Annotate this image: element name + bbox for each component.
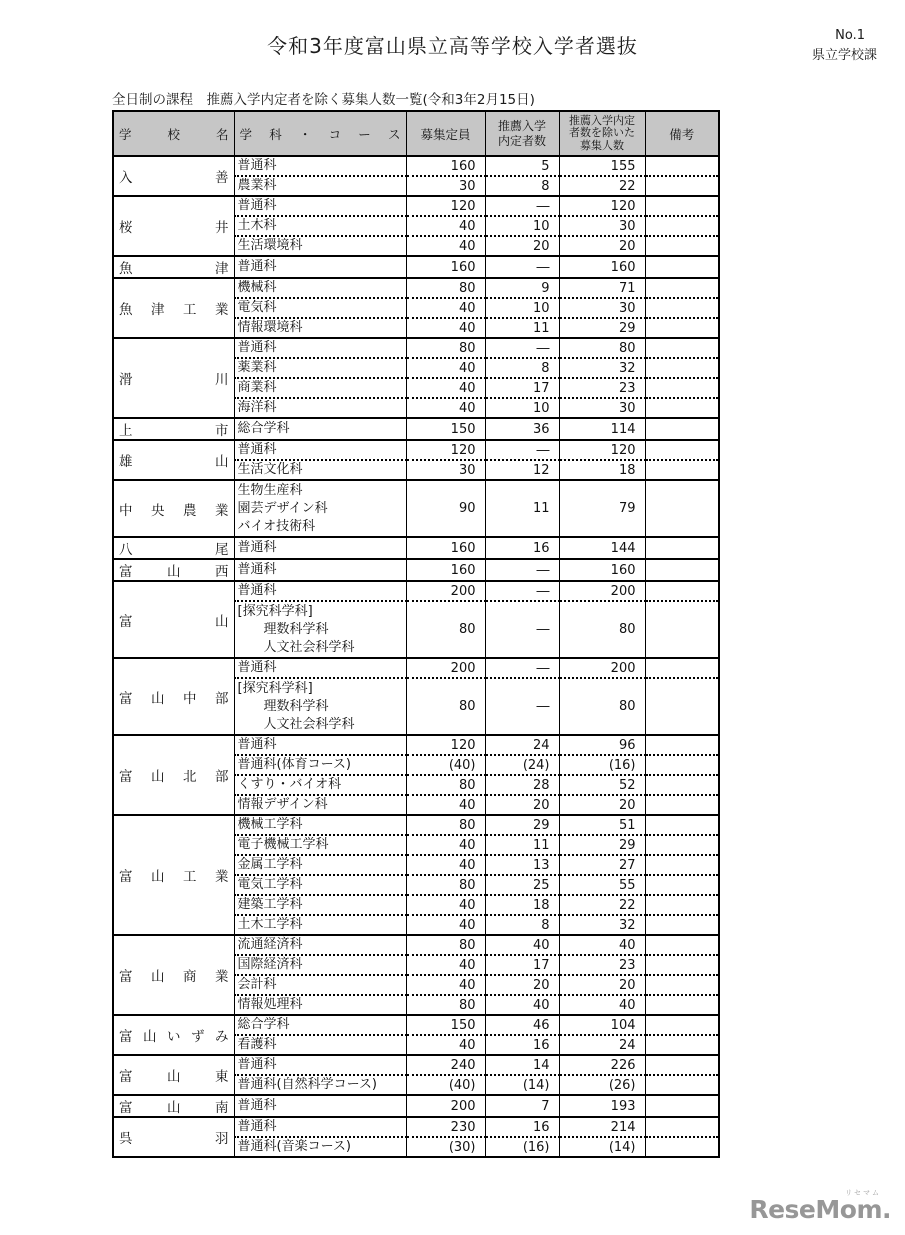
table-row: [113, 1095, 719, 1117]
recommended-cell: 16: [485, 1117, 559, 1137]
recommended-cell: ―: [485, 658, 559, 678]
remaining-cell: 32: [559, 358, 645, 378]
school-name: 魚 津: [119, 261, 229, 277]
remark-cell: [645, 795, 719, 815]
remark-cell: [645, 815, 719, 835]
remaining-cell: 160: [559, 559, 645, 581]
school-name: 上 市: [119, 423, 229, 439]
remaining-cell: 29: [559, 318, 645, 338]
capacity-cell: 40: [406, 358, 485, 378]
remark-cell: [645, 835, 719, 855]
course-cell: 会計科: [234, 975, 406, 995]
course-cell: 情報環境科: [234, 318, 406, 338]
table-row: [113, 658, 719, 678]
recommended-cell: (24): [485, 755, 559, 775]
course-cell: 普通科(体育コース): [234, 755, 406, 775]
remaining-cell: 40: [559, 995, 645, 1015]
capacity-cell: 80: [406, 815, 485, 835]
table-row: [113, 156, 719, 176]
remark-cell: [645, 915, 719, 935]
course-cell: 普通科: [234, 338, 406, 358]
remark-cell: [645, 480, 719, 537]
remark-cell: [645, 398, 719, 418]
table-body: [113, 156, 719, 1157]
capacity-cell: 160: [406, 559, 485, 581]
col-header-remaining-label: 推薦入学内定 者数を除いた 募集人数: [569, 113, 635, 152]
course-cell: [探究科学科] 理数科学科 人文社会科学科: [234, 678, 406, 735]
course-cell: 金属工学科: [234, 855, 406, 875]
course-cell: 普通科: [234, 658, 406, 678]
school-name-cell: [113, 581, 234, 658]
school-name: 富 山 商 業: [119, 969, 229, 985]
col-header-school: [113, 111, 234, 156]
recommended-cell: 10: [485, 398, 559, 418]
table-row: [113, 559, 719, 581]
capacity-cell: 120: [406, 196, 485, 216]
remark-cell: [645, 256, 719, 278]
capacity-cell: 40: [406, 1035, 485, 1055]
remaining-cell: 114: [559, 418, 645, 440]
course-cell: 総合学科: [234, 1015, 406, 1035]
remark-cell: [645, 176, 719, 196]
course-cell: 普通科: [234, 440, 406, 460]
col-header-remark: 備考: [645, 111, 719, 156]
table-row: [113, 815, 719, 835]
remark-cell: [645, 601, 719, 658]
capacity-cell: 40: [406, 975, 485, 995]
remaining-cell: 155: [559, 156, 645, 176]
remaining-cell: 214: [559, 1117, 645, 1137]
capacity-cell: 120: [406, 440, 485, 460]
remaining-cell: 40: [559, 935, 645, 955]
school-name: 入 善: [119, 170, 229, 186]
school-name-cell: [113, 480, 234, 537]
recommended-cell: 9: [485, 278, 559, 298]
course-cell: 流通経済科: [234, 935, 406, 955]
table-row: [113, 537, 719, 559]
remaining-cell: 200: [559, 658, 645, 678]
table-row: [113, 1015, 719, 1035]
school-name-cell: [113, 1015, 234, 1055]
capacity-cell: (40): [406, 755, 485, 775]
capacity-cell: 30: [406, 460, 485, 480]
remaining-cell: 96: [559, 735, 645, 755]
school-name: 富 山 中 部: [119, 690, 229, 707]
course-cell: 普通科(自然科学コース): [234, 1075, 406, 1095]
recommended-cell: 5: [485, 156, 559, 176]
remark-cell: [645, 1015, 719, 1035]
remark-cell: [645, 735, 719, 755]
table-row: [113, 196, 719, 216]
col-header-remaining: [559, 111, 645, 156]
col-header-course: [234, 111, 406, 156]
school-name-cell: [113, 196, 234, 256]
remaining-cell: 30: [559, 216, 645, 236]
recommended-cell: ―: [485, 581, 559, 601]
page-title: 令和3年度富山県立高等学校入学者選抜: [267, 34, 638, 58]
course-cell: 普通科: [234, 1055, 406, 1075]
col-header-recommended-label: 推薦入学 内定者数: [497, 118, 546, 148]
remark-cell: [645, 298, 719, 318]
remark-cell: [645, 678, 719, 735]
capacity-cell: 40: [406, 216, 485, 236]
remark-cell: [645, 216, 719, 236]
recommended-cell: 16: [485, 1035, 559, 1055]
remaining-cell: 80: [559, 338, 645, 358]
course-cell: 電気科: [234, 298, 406, 318]
table-row: [113, 1117, 719, 1137]
course-cell: 普通科: [234, 559, 406, 581]
remark-cell: [645, 895, 719, 915]
course-cell: 普通科: [234, 735, 406, 755]
remaining-cell: 120: [559, 196, 645, 216]
recommended-cell: 10: [485, 216, 559, 236]
school-name-cell: [113, 559, 234, 581]
recommended-cell: 11: [485, 835, 559, 855]
remaining-cell: 18: [559, 460, 645, 480]
recommended-cell: 20: [485, 236, 559, 256]
capacity-cell: 80: [406, 775, 485, 795]
capacity-cell: 200: [406, 1095, 485, 1117]
table-row: [113, 278, 719, 298]
course-cell: くすり・バイオ科: [234, 775, 406, 795]
capacity-cell: 80: [406, 935, 485, 955]
remaining-cell: 226: [559, 1055, 645, 1075]
recommended-cell: 17: [485, 955, 559, 975]
remark-cell: [645, 278, 719, 298]
remaining-cell: 79: [559, 480, 645, 537]
remark-cell: [645, 440, 719, 460]
course-cell: 普通科: [234, 1095, 406, 1117]
course-cell: 普通科: [234, 256, 406, 278]
recommended-cell: 13: [485, 855, 559, 875]
capacity-cell: 80: [406, 995, 485, 1015]
department-name: 県立学校課: [811, 47, 877, 63]
table-row: [113, 256, 719, 278]
course-cell: 普通科: [234, 1117, 406, 1137]
recommended-cell: 40: [485, 995, 559, 1015]
remaining-cell: 80: [559, 678, 645, 735]
remark-cell: [645, 418, 719, 440]
remaining-cell: 200: [559, 581, 645, 601]
remaining-cell: 29: [559, 835, 645, 855]
course-cell: 情報デザイン科: [234, 795, 406, 815]
school-name: 八 尾: [119, 542, 229, 558]
remaining-cell: 104: [559, 1015, 645, 1035]
recommended-cell: ―: [485, 601, 559, 658]
capacity-cell: 80: [406, 875, 485, 895]
course-cell: 国際経済科: [234, 955, 406, 975]
capacity-cell: 200: [406, 658, 485, 678]
remaining-cell: 160: [559, 256, 645, 278]
recommended-cell: ―: [485, 678, 559, 735]
remaining-cell: 193: [559, 1095, 645, 1117]
header-row: [113, 111, 719, 156]
capacity-cell: 240: [406, 1055, 485, 1075]
school-name: 中 央 農 業: [119, 502, 229, 519]
remaining-cell: (16): [559, 755, 645, 775]
remaining-cell: 27: [559, 855, 645, 875]
remark-cell: [645, 855, 719, 875]
course-cell: 電子機械工学科: [234, 835, 406, 855]
remark-cell: [645, 658, 719, 678]
school-name: 桜 井: [119, 220, 229, 236]
remaining-cell: 55: [559, 875, 645, 895]
corner-block: [812, 26, 877, 65]
course-cell: 機械科: [234, 278, 406, 298]
school-name: 魚 津 工 業: [119, 302, 229, 318]
recommended-cell: 8: [485, 176, 559, 196]
school-name-cell: [113, 735, 234, 815]
table-subtitle: 全日制の課程 推薦入学内定者を除く募集人数一覧(令和3年2月15日): [112, 92, 535, 108]
recommended-cell: 20: [485, 975, 559, 995]
capacity-cell: 40: [406, 855, 485, 875]
school-name: 雄 山: [119, 454, 229, 470]
capacity-cell: 160: [406, 537, 485, 559]
remark-cell: [645, 537, 719, 559]
course-cell: 総合学科: [234, 418, 406, 440]
table-row: [113, 418, 719, 440]
resemom-logo-text: ReseMom.: [749, 1195, 891, 1224]
school-name-cell: [113, 278, 234, 338]
remaining-cell: 30: [559, 398, 645, 418]
capacity-cell: 150: [406, 418, 485, 440]
course-cell: 土木科: [234, 216, 406, 236]
capacity-cell: 40: [406, 318, 485, 338]
capacity-cell: 40: [406, 955, 485, 975]
capacity-cell: (30): [406, 1137, 485, 1157]
remark-cell: [645, 460, 719, 480]
remark-cell: [645, 338, 719, 358]
remaining-cell: 22: [559, 895, 645, 915]
recommended-cell: 20: [485, 795, 559, 815]
course-cell: 看護科: [234, 1035, 406, 1055]
recommended-cell: ―: [485, 196, 559, 216]
school-name: 呉 羽: [119, 1131, 229, 1147]
remaining-cell: 144: [559, 537, 645, 559]
remark-cell: [645, 196, 719, 216]
course-cell: 普通科: [234, 156, 406, 176]
remaining-cell: 24: [559, 1035, 645, 1055]
course-cell: 生活環境科: [234, 236, 406, 256]
school-name-cell: [113, 1055, 234, 1095]
school-name: 富 山 い ず み: [119, 1029, 229, 1045]
school-name-cell: [113, 815, 234, 935]
course-cell: 建築工学科: [234, 895, 406, 915]
remaining-cell: 52: [559, 775, 645, 795]
remark-cell: [645, 775, 719, 795]
remaining-cell: (14): [559, 1137, 645, 1157]
capacity-cell: 120: [406, 735, 485, 755]
recommended-cell: ―: [485, 440, 559, 460]
capacity-cell: 30: [406, 176, 485, 196]
remaining-cell: 30: [559, 298, 645, 318]
course-cell: 普通科: [234, 581, 406, 601]
remaining-cell: 80: [559, 601, 645, 658]
recommended-cell: 24: [485, 735, 559, 755]
capacity-cell: 90: [406, 480, 485, 537]
table-row: [113, 480, 719, 537]
recommended-cell: 12: [485, 460, 559, 480]
remark-cell: [645, 1055, 719, 1075]
remaining-cell: 120: [559, 440, 645, 460]
recommended-cell: 8: [485, 915, 559, 935]
table-row: [113, 440, 719, 460]
capacity-cell: 40: [406, 795, 485, 815]
course-cell: 海洋科: [234, 398, 406, 418]
course-cell: 農業科: [234, 176, 406, 196]
school-name-cell: [113, 418, 234, 440]
recommended-cell: 36: [485, 418, 559, 440]
course-cell: 土木工学科: [234, 915, 406, 935]
recommended-cell: ―: [485, 256, 559, 278]
school-name: 富 山 南: [119, 1100, 229, 1116]
recommended-cell: 40: [485, 935, 559, 955]
capacity-cell: (40): [406, 1075, 485, 1095]
col-header-recommended: [485, 111, 559, 156]
capacity-cell: 160: [406, 156, 485, 176]
table-row: [113, 735, 719, 755]
capacity-cell: 200: [406, 581, 485, 601]
capacity-cell: 160: [406, 256, 485, 278]
course-cell: 普通科: [234, 196, 406, 216]
capacity-cell: 230: [406, 1117, 485, 1137]
capacity-cell: 150: [406, 1015, 485, 1035]
table-header: [113, 111, 719, 156]
remark-cell: [645, 975, 719, 995]
capacity-cell: 80: [406, 601, 485, 658]
recommended-cell: 46: [485, 1015, 559, 1035]
recommended-cell: 11: [485, 480, 559, 537]
course-cell: 薬業科: [234, 358, 406, 378]
recommended-cell: 25: [485, 875, 559, 895]
school-name: 滑 川: [119, 372, 229, 388]
remark-cell: [645, 935, 719, 955]
recommended-cell: 16: [485, 537, 559, 559]
course-cell: 普通科: [234, 537, 406, 559]
col-header-course-label: 学 科 ・ コ ー ス: [239, 126, 401, 142]
capacity-cell: 80: [406, 278, 485, 298]
recommended-cell: 8: [485, 358, 559, 378]
school-name-cell: [113, 658, 234, 735]
remark-cell: [645, 559, 719, 581]
remaining-cell: 23: [559, 955, 645, 975]
course-cell: 商業科: [234, 378, 406, 398]
school-name-cell: [113, 935, 234, 1015]
recommended-cell: ―: [485, 338, 559, 358]
remaining-cell: (26): [559, 1075, 645, 1095]
remark-cell: [645, 1117, 719, 1137]
recommended-cell: 17: [485, 378, 559, 398]
course-cell: 生物生産科 園芸デザイン科 バイオ技術科: [234, 480, 406, 537]
recommended-cell: 7: [485, 1095, 559, 1117]
col-header-capacity: 募集定員: [406, 111, 485, 156]
admissions-table: [112, 110, 720, 1158]
table-row: [113, 935, 719, 955]
school-name-cell: [113, 1095, 234, 1117]
school-name: 富 山 工 業: [119, 869, 229, 885]
table-row: [113, 1055, 719, 1075]
remark-cell: [645, 1035, 719, 1055]
col-header-school-label: 学 校 名: [119, 126, 229, 142]
capacity-cell: 80: [406, 338, 485, 358]
school-name: 富 山: [119, 613, 229, 630]
table-row: [113, 338, 719, 358]
remark-cell: [645, 1137, 719, 1157]
remaining-cell: 20: [559, 236, 645, 256]
course-cell: [探究科学科] 理数科学科 人文社会科学科: [234, 601, 406, 658]
remaining-cell: 20: [559, 795, 645, 815]
course-cell: 電気工学科: [234, 875, 406, 895]
course-cell: 情報処理科: [234, 995, 406, 1015]
recommended-cell: (16): [485, 1137, 559, 1157]
course-cell: 生活文化科: [234, 460, 406, 480]
remark-cell: [645, 581, 719, 601]
school-name-cell: [113, 156, 234, 196]
remark-cell: [645, 995, 719, 1015]
remark-cell: [645, 875, 719, 895]
school-name-cell: [113, 440, 234, 480]
capacity-cell: 40: [406, 835, 485, 855]
recommended-cell: 18: [485, 895, 559, 915]
school-name: 富 山 西: [119, 564, 229, 580]
remark-cell: [645, 318, 719, 338]
remaining-cell: 23: [559, 378, 645, 398]
capacity-cell: 40: [406, 298, 485, 318]
remark-cell: [645, 955, 719, 975]
resemom-logo-ruby: リセマム: [845, 1189, 881, 1197]
capacity-cell: 40: [406, 398, 485, 418]
remaining-cell: 20: [559, 975, 645, 995]
recommended-cell: 29: [485, 815, 559, 835]
remark-cell: [645, 378, 719, 398]
remaining-cell: 51: [559, 815, 645, 835]
recommended-cell: (14): [485, 1075, 559, 1095]
capacity-cell: 40: [406, 378, 485, 398]
school-name: 富 山 北 部: [119, 769, 229, 785]
capacity-cell: 40: [406, 236, 485, 256]
remaining-cell: 32: [559, 915, 645, 935]
school-name-cell: [113, 338, 234, 418]
page-number: No.1: [835, 28, 865, 43]
capacity-cell: 40: [406, 915, 485, 935]
recommended-cell: 28: [485, 775, 559, 795]
remaining-cell: 71: [559, 278, 645, 298]
school-name-cell: [113, 537, 234, 559]
remark-cell: [645, 358, 719, 378]
remaining-cell: 22: [559, 176, 645, 196]
resemom-logo: [749, 1189, 891, 1224]
recommended-cell: 11: [485, 318, 559, 338]
recommended-cell: 10: [485, 298, 559, 318]
school-name-cell: [113, 1117, 234, 1157]
school-name-cell: [113, 256, 234, 278]
remark-cell: [645, 156, 719, 176]
recommended-cell: 14: [485, 1055, 559, 1075]
school-name: 富 山 東: [119, 1069, 229, 1085]
course-cell: 普通科(音楽コース): [234, 1137, 406, 1157]
remark-cell: [645, 236, 719, 256]
capacity-cell: 40: [406, 895, 485, 915]
remark-cell: [645, 1095, 719, 1117]
capacity-cell: 80: [406, 678, 485, 735]
course-cell: 機械工学科: [234, 815, 406, 835]
remark-cell: [645, 755, 719, 775]
recommended-cell: ―: [485, 559, 559, 581]
table-row: [113, 581, 719, 601]
remark-cell: [645, 1075, 719, 1095]
